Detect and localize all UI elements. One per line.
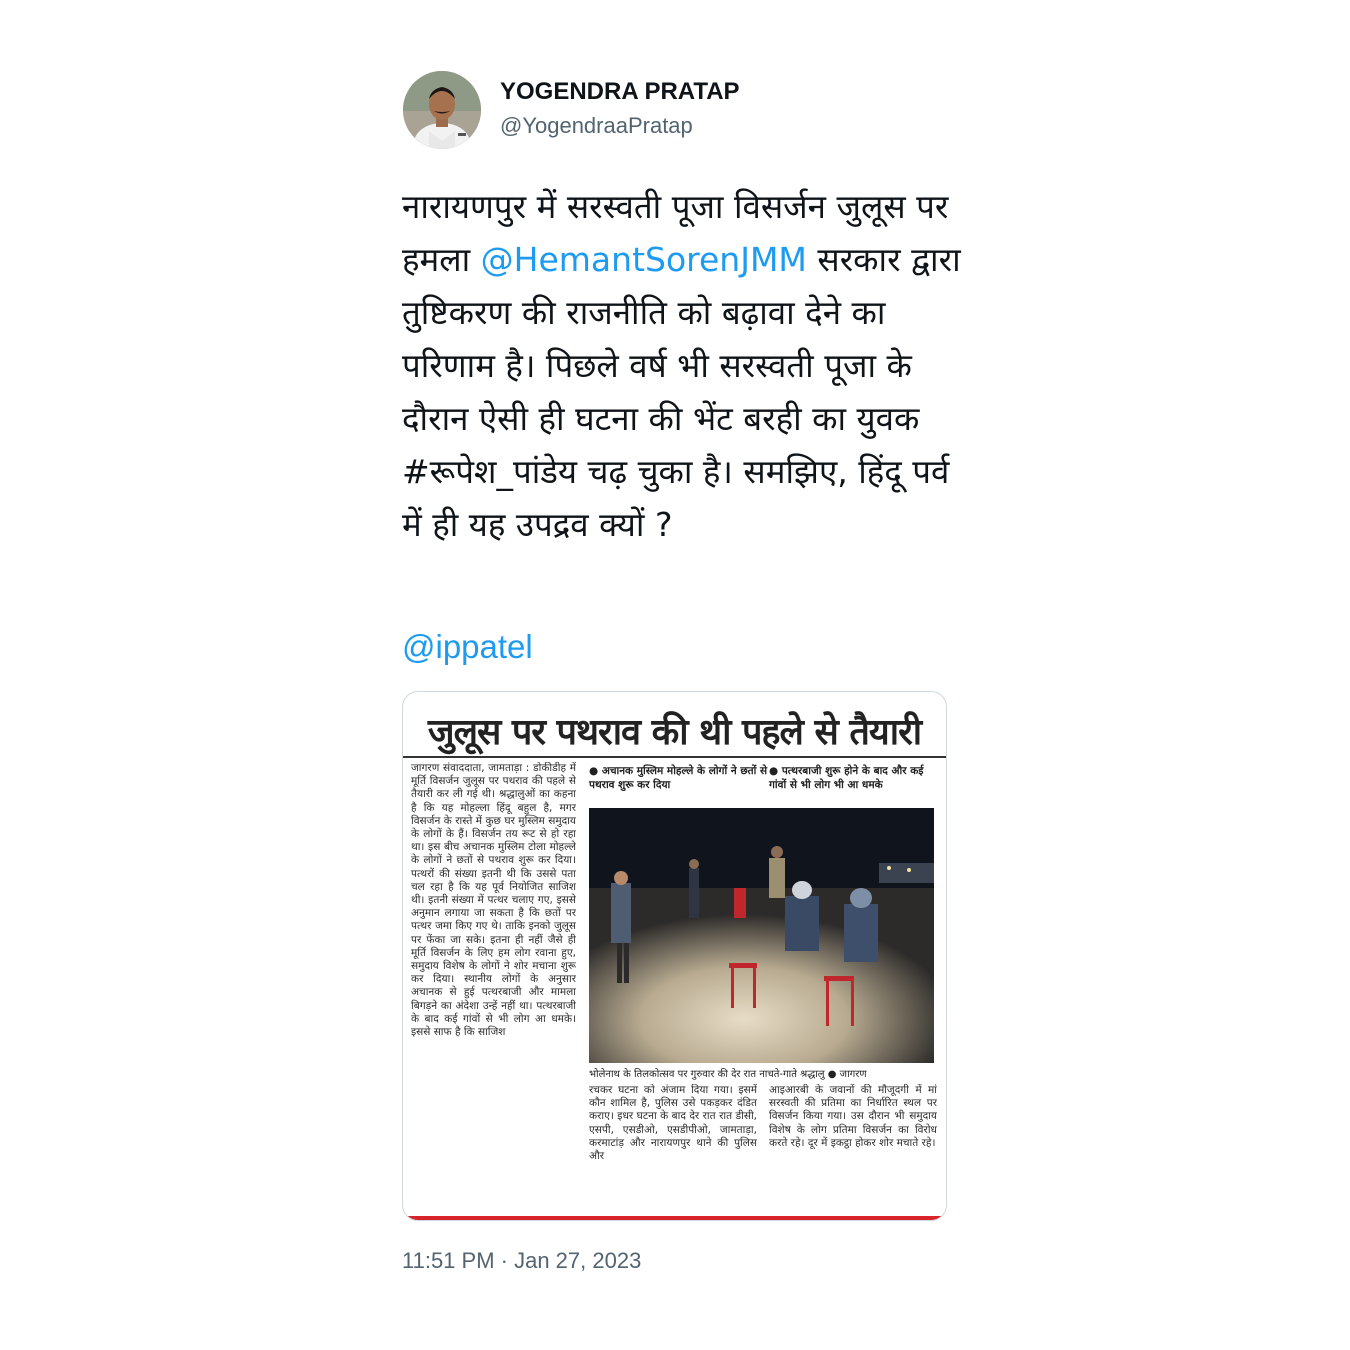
- mention-link-hemantsoren[interactable]: @HemantSorenJMM: [480, 240, 807, 279]
- tweet-text-part-2: सरकार द्वारा तुष्टिकरण की राजनीति को बढ़ावा देने का परिणाम है। पिछले वर्ष भी सरस्वती पूजा के दौरान ऐसी ही घटना की भेंट बरही का युवक #रूपेश_पांडेय चढ़ चुका है। समझिए, हिंदू पर्व में ही यह उपद्रव क्यों ?: [402, 240, 961, 544]
- author-name[interactable]: YOGENDRA PRATAP: [500, 78, 740, 105]
- tweet-text: [402, 180, 962, 551]
- tweet-text-part-1: नारायणपुर में सरस्वती पूजा विसर्जन जुलूस पर हमला: [402, 187, 949, 279]
- avatar-photo-icon: [403, 71, 481, 149]
- newspaper-column-2: रचकर घटना को अंजाम दिया गया। इसमें कौन शामिल है, पुलिस उसे पकड़कर दंडित कराए। इधर घटना के बाद देर रात रात डीसी, एसपी, एसडीओ, एसडीपीओ, जामताड़ा, करमाटांड़ और नारायणपुर थाने की पुलिस और: [589, 1084, 757, 1163]
- mention-link-ippatel[interactable]: @ippatel: [402, 628, 533, 665]
- author-avatar[interactable]: [403, 71, 481, 149]
- newspaper-column-1: जागरण संवाददाता, जामताड़ा : डोकीडीह में मूर्ति विसर्जन जुलूस पर पथराव की पहले से तैयारी कर ली गई थी। श्रद्धालुओं का कहना है कि यह मोहल्ला हिंदू बहुल है, मगर विसर्जन के रास्ते में कुछ घर मुस्लिम समुदाय के लोगों के हैं। विसर्जन तय रूट से हो रहा था। इस बीच अचानक मुस्लिम टोला मोहल्ले के लोगों ने छतों से पथराव शुरू कर दिया। पत्थरों की संख्या इतनी थी कि उससे पता चल रहा है कि यह पूर्व नियोजित साजिश थी। इतनी संख्या में पत्थर चलाए गए, इससे अनुमान लगाया जा सकता है कि छतों पर पत्थर जमा किए गए थे। ताकि इनको जुलूस पर फेंका जा सके। इतना ही नहीं जैसे ही मूर्ति विसर्जन के लिए हम लोग रवाना हुए, समुदाय विशेष के लोगों ने शोर मचाना शुरू कर दिया। स्थानीय लोगों के अनुसार अचानक से हुई पत्थरबाजी और मामला बिगड़ने का अंदेशा उन्हें नहीं था। पत्थरबाजी के बाद कई गांवों से भी लोग आ धमके। इससे साफ है कि साजिश: [411, 762, 576, 1039]
- author-handle[interactable]: @YogendraaPratap: [500, 113, 693, 138]
- newspaper-subhead-left: ● अचानक मुस्लिम मोहल्ले के लोगों ने छतों से पथराव शुरू कर दिया: [589, 765, 768, 791]
- newspaper-photo: [589, 808, 934, 1063]
- newspaper-photo-caption: भोलेनाथ के तिलकोत्सव पर गुरुवार की देर रात नाचते-गाते श्रद्धालु ● जागरण: [589, 1069, 867, 1080]
- newspaper-headline: जुलूस पर पथराव की थी पहले से तैयारी: [427, 712, 922, 753]
- tweet-timestamp[interactable]: 11:51 PM · Jan 27, 2023: [402, 1248, 642, 1273]
- newspaper-subhead-right: ● पत्थरबाजी शुरू होने के बाद और कई गांवों से भी लोग भी आ धमके: [769, 765, 924, 791]
- night-scene-photo-icon: [589, 808, 934, 1063]
- attached-newspaper-image[interactable]: [402, 691, 947, 1221]
- newspaper-red-border: [403, 1216, 946, 1220]
- newspaper-column-3: आइआरबी के जवानों की मौजूदगी में मां सरस्वती की प्रतिमा का निर्धारित स्थल पर विसर्जन किया गया। उस दौरान भी समुदाय विशेष के लोग प्रतिमा विसर्जन का विरोध करते रहे। दूर में इकट्ठा होकर शोर मचाते रहे।: [769, 1084, 937, 1149]
- newspaper-rule: [403, 756, 946, 758]
